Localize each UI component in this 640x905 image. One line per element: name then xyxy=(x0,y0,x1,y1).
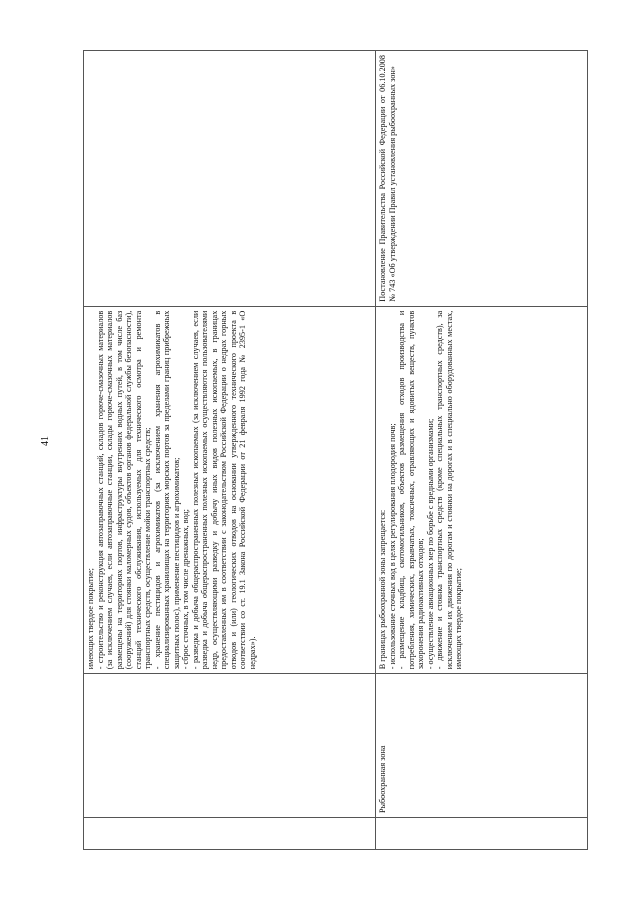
row-number-cell xyxy=(84,818,376,850)
page-number: 41 xyxy=(40,436,51,446)
landscape-content xyxy=(83,50,588,850)
restriction-item: В границах рыбоохранной зоны запрещается: xyxy=(378,509,388,670)
restriction-item: - сброс сточных, в том числе дренажных, вод; xyxy=(181,509,190,670)
restriction-item: - движение и стоянка транспортных средств (кроме специальных транспортных средств), за исключением их движения по дорогам и стоянки на дорогах и в специально оборудованных местах, имеющих твердое покрытие; xyxy=(435,310,464,670)
row-number-cell xyxy=(376,818,588,850)
legal-basis-cell xyxy=(84,51,376,307)
restrictions-table xyxy=(83,50,588,850)
restrictions-cell xyxy=(376,306,588,674)
restriction-item: - использование сточных вод в целях регулирования плодородия почв; xyxy=(387,423,397,670)
restriction-item: - хранение пестицидов и агрохимикатов (за исключением хранения агрохимикатов в специализированных хранилищах на территориях морских портов за пределами границ прибрежных защитных полос), применение пестицидов и агрохимикатов; xyxy=(152,310,181,670)
restriction-item: - строительство и реконструкция автозаправочных станций, складов горюче-смазочных материалов (за исключением случаев, если автозаправочные станции, склады горюче-смазочных материалов размещены на территориях портов, инфраструктуры внутренних водных путей, в том числе баз (сооружений) для стоянки маломерных судов, объектов органов федеральной службы безопасности), станций технического обслуживания, используемых для технического осмотра и ремонта транспортных средств, осуществление мойки транспортных средств; xyxy=(95,310,152,670)
restrictions-cell xyxy=(84,306,376,674)
restriction-item: - осуществление авиационных мер по борьбе с вредными организмами; xyxy=(425,418,435,670)
legal-basis-cell: Постановление Правительства Российской Федерации от 06.10.2008 № 743 «Об утверждении Правил установления рыбоохранных зон» xyxy=(376,51,588,307)
table-row xyxy=(84,51,376,850)
restriction-item: имеющих твердое покрытие; xyxy=(86,568,95,670)
zone-name-cell: Рыбоохранная зона xyxy=(376,674,588,818)
zone-name-cell xyxy=(84,674,376,818)
restriction-item: - размещение кладбищ, скотомогильников, объектов размещения отходов производства и потребления, химических, взрывчатых, токсичных, отравляющих и ядовитых веществ, пунктов захоронения радиоактивных отходов; xyxy=(397,310,426,670)
restriction-item: - разведка и добыча общераспространенных полезных ископаемых (за исключением случаев, если разведка и добыча общераспространенных полезных ископаемых осуществляются пользователями недр, осуществляющими разведку и добычу иных видов полезных ископаемых, в границах предоставленных им в соответствии с законодательством Российской Федерации о недрах горных отводов и (или) геологических отводов на основании утвержденного технического проекта в соответствии со ст. 19.1 Закона Российской Федерации от 21 февраля 1992 года № 2395-1 «О недрах»). xyxy=(190,310,257,670)
table-row xyxy=(376,51,588,850)
